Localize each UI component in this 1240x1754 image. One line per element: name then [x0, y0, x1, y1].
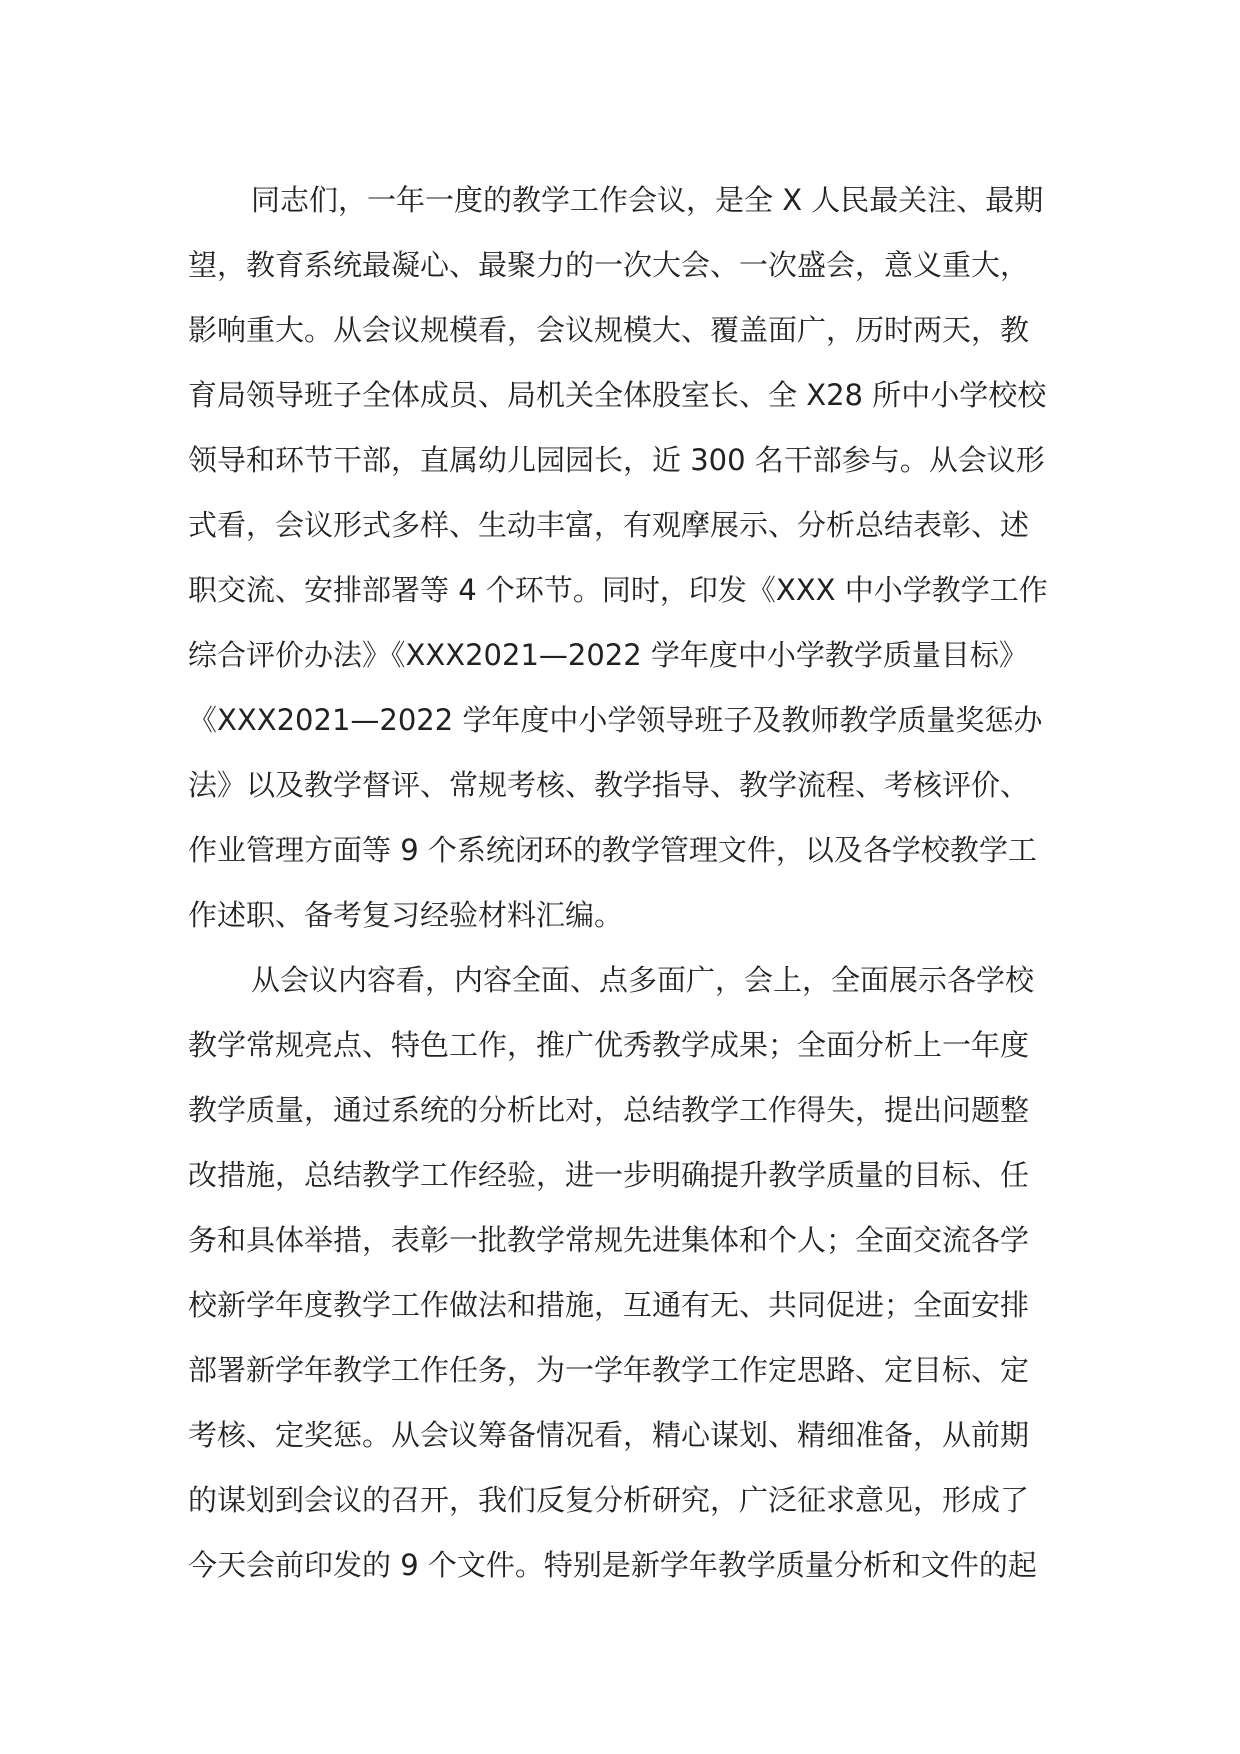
paragraph-line: 法》以及教学督评、常规考核、教学指导、教学流程、考核评价、	[188, 768, 1030, 802]
paragraph-line: 作业管理方面等 9 个系统闭环的教学管理文件，以及各学校教学工	[188, 833, 1037, 867]
paragraph-line: 同志们，一年一度的教学工作会议，是全 X 人民最关注、最期	[251, 183, 1044, 217]
paragraph-line: 的谋划到会议的召开，我们反复分析研究，广泛征求意见，形成了	[188, 1483, 1030, 1517]
paragraph-line: 考核、定奖惩。从会议筹备情况看，精心谋划、精细准备，从前期	[188, 1418, 1030, 1452]
paragraph-line: 今天会前印发的 9 个文件。特别是新学年教学质量分析和文件的起	[188, 1548, 1037, 1582]
paragraph-line: 综合评价办法》《XXX2021—2022 学年度中小学教学质量目标》	[188, 638, 1028, 672]
paragraph-line: 育局领导班子全体成员、局机关全体股室长、全 X28 所中小学校校	[188, 378, 1047, 412]
paragraph-line: 校新学年度教学工作做法和措施，互通有无、共同促进；全面安排	[188, 1288, 1030, 1322]
paragraph-line: 教学常规亮点、特色工作，推广优秀教学成果；全面分析上一年度	[188, 1028, 1030, 1062]
paragraph-line: 作述职、备考复习经验材料汇编。	[188, 898, 624, 932]
document-body	[188, 168, 1050, 1598]
paragraph-line: 领导和环节干部，直属幼儿园园长，近 300 名干部参与。从会议形	[188, 443, 1045, 477]
paragraph-line: 改措施，总结教学工作经验，进一步明确提升教学质量的目标、任	[188, 1158, 1030, 1192]
paragraph-line: 从会议内容看，内容全面、点多面广，会上，全面展示各学校	[251, 963, 1035, 997]
paragraph-line: 职交流、安排部署等 4 个环节。同时，印发《XXX 中小学教学工作	[188, 573, 1048, 607]
paragraph-line: 望，教育系统最凝心、最聚力的一次大会、一次盛会，意义重大，	[188, 248, 1030, 282]
paragraph-line: 影响重大。从会议规模看，会议规模大、覆盖面广，历时两天，教	[188, 313, 1030, 347]
paragraph-line: 教学质量，通过系统的分析比对，总结教学工作得失，提出问题整	[188, 1093, 1030, 1127]
paragraph-2	[188, 948, 1050, 1598]
paragraph-1	[188, 168, 1050, 948]
paragraph-line: 《XXX2021—2022 学年度中小学领导班子及教师教学质量奖惩办	[188, 703, 1043, 737]
paragraph-line: 部署新学年教学工作任务，为一学年教学工作定思路、定目标、定	[188, 1353, 1030, 1387]
paragraph-line: 务和具体举措，表彰一批教学常规先进集体和个人；全面交流各学	[188, 1223, 1030, 1257]
paragraph-line: 式看，会议形式多样、生动丰富，有观摩展示、分析总结表彰、述	[188, 508, 1030, 542]
